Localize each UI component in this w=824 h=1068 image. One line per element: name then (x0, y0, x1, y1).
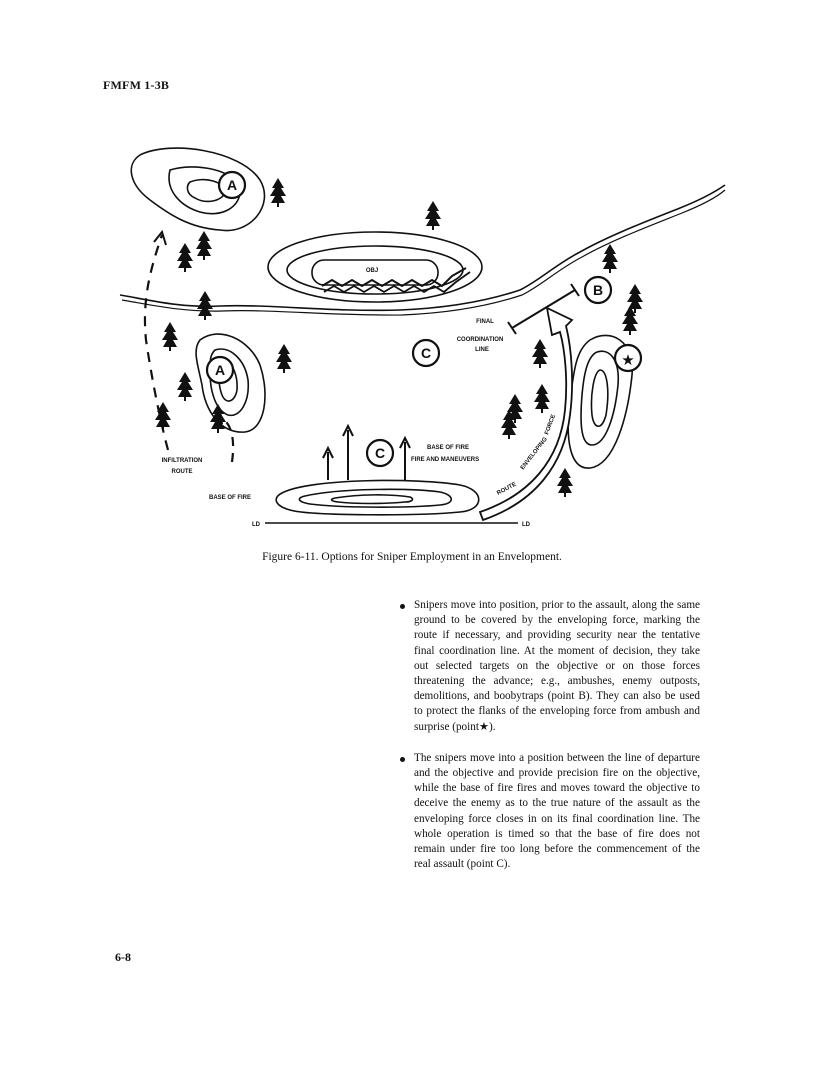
base-of-fire-hill (276, 480, 479, 514)
objective-hill (268, 232, 482, 302)
final-coord-label-2: COORDINATION (456, 337, 504, 343)
point-b-marker (585, 277, 611, 303)
bullet-dot-icon (400, 757, 405, 762)
svg-text:★: ★ (621, 352, 635, 369)
bullet-item (400, 598, 700, 735)
bullet-item (400, 751, 700, 873)
final-coord-label-1: FINAL (476, 319, 494, 325)
obj-label: OBJ (365, 268, 379, 274)
bullet-list (400, 598, 700, 888)
final-coordination-line (508, 284, 579, 334)
line-of-departure (252, 522, 531, 528)
page-number: 6-8 (115, 950, 131, 964)
envelopment-diagram (110, 140, 730, 540)
enveloping-label: ENVELOPING (519, 436, 549, 472)
route-label: ROUTE (496, 481, 518, 497)
svg-text:LD: LD (522, 522, 530, 528)
force-label: FORCE (544, 413, 558, 436)
svg-text:B: B (592, 282, 604, 298)
infiltration-label-2: ROUTE (171, 469, 193, 475)
final-coord-label-3: LINE (475, 347, 489, 353)
point-star-marker (615, 345, 641, 371)
base-fire-maneuver-label-2: FIRE AND MANEUVERS (411, 457, 480, 463)
objective-trench (322, 268, 466, 286)
document-header: FMFM 1-3B (103, 78, 170, 92)
point-a-middle-marker (207, 357, 233, 383)
point-c-upper-marker (413, 340, 439, 366)
figure-caption: Figure 6-11. Options for Sniper Employment in an Envelopment. (262, 551, 562, 563)
base-of-fire-label: BASE OF FIRE (208, 495, 252, 501)
bullet-text: The snipers move into a position between the line of departure and the objective and provide precision fire on the objective, while the base of fire fires and moves toward the objective to deceive the enemy as to the true nature of the assault as the enveloping force closes in on its final coordination line. The whole operation is timed so that the base of fire does not remain under fire too long before the commencement of the real assault (point C). (414, 751, 700, 871)
infiltration-label-1: INFILTRATION (161, 458, 203, 464)
point-a-label: A (226, 177, 238, 193)
svg-text:C: C (374, 445, 386, 461)
hill-a-middle (196, 334, 265, 432)
bullet-text: Snipers move into position, prior to the assault, along the same ground to be covered by the enveloping force, marking the route if necessary, and providing security near the tentative final coordination line. At the moment of decision, they take out selected targets on the objective or on those forces threatening the advance; e.g., ambushes, enemy outposts, demolitions, and boobytraps (point B). They can also be used to protect the flanks of the enveloping force from ambush and surprise (point★). (414, 599, 700, 733)
point-a-top-marker (219, 172, 245, 198)
svg-text:A: A (214, 362, 226, 378)
point-c-lower-marker (367, 440, 393, 466)
base-fire-maneuver-label-1: BASE OF FIRE (427, 445, 470, 451)
bullet-dot-icon (400, 604, 405, 609)
svg-text:C: C (420, 345, 432, 361)
infiltration-route (222, 418, 233, 462)
svg-text:LD: LD (252, 522, 260, 528)
